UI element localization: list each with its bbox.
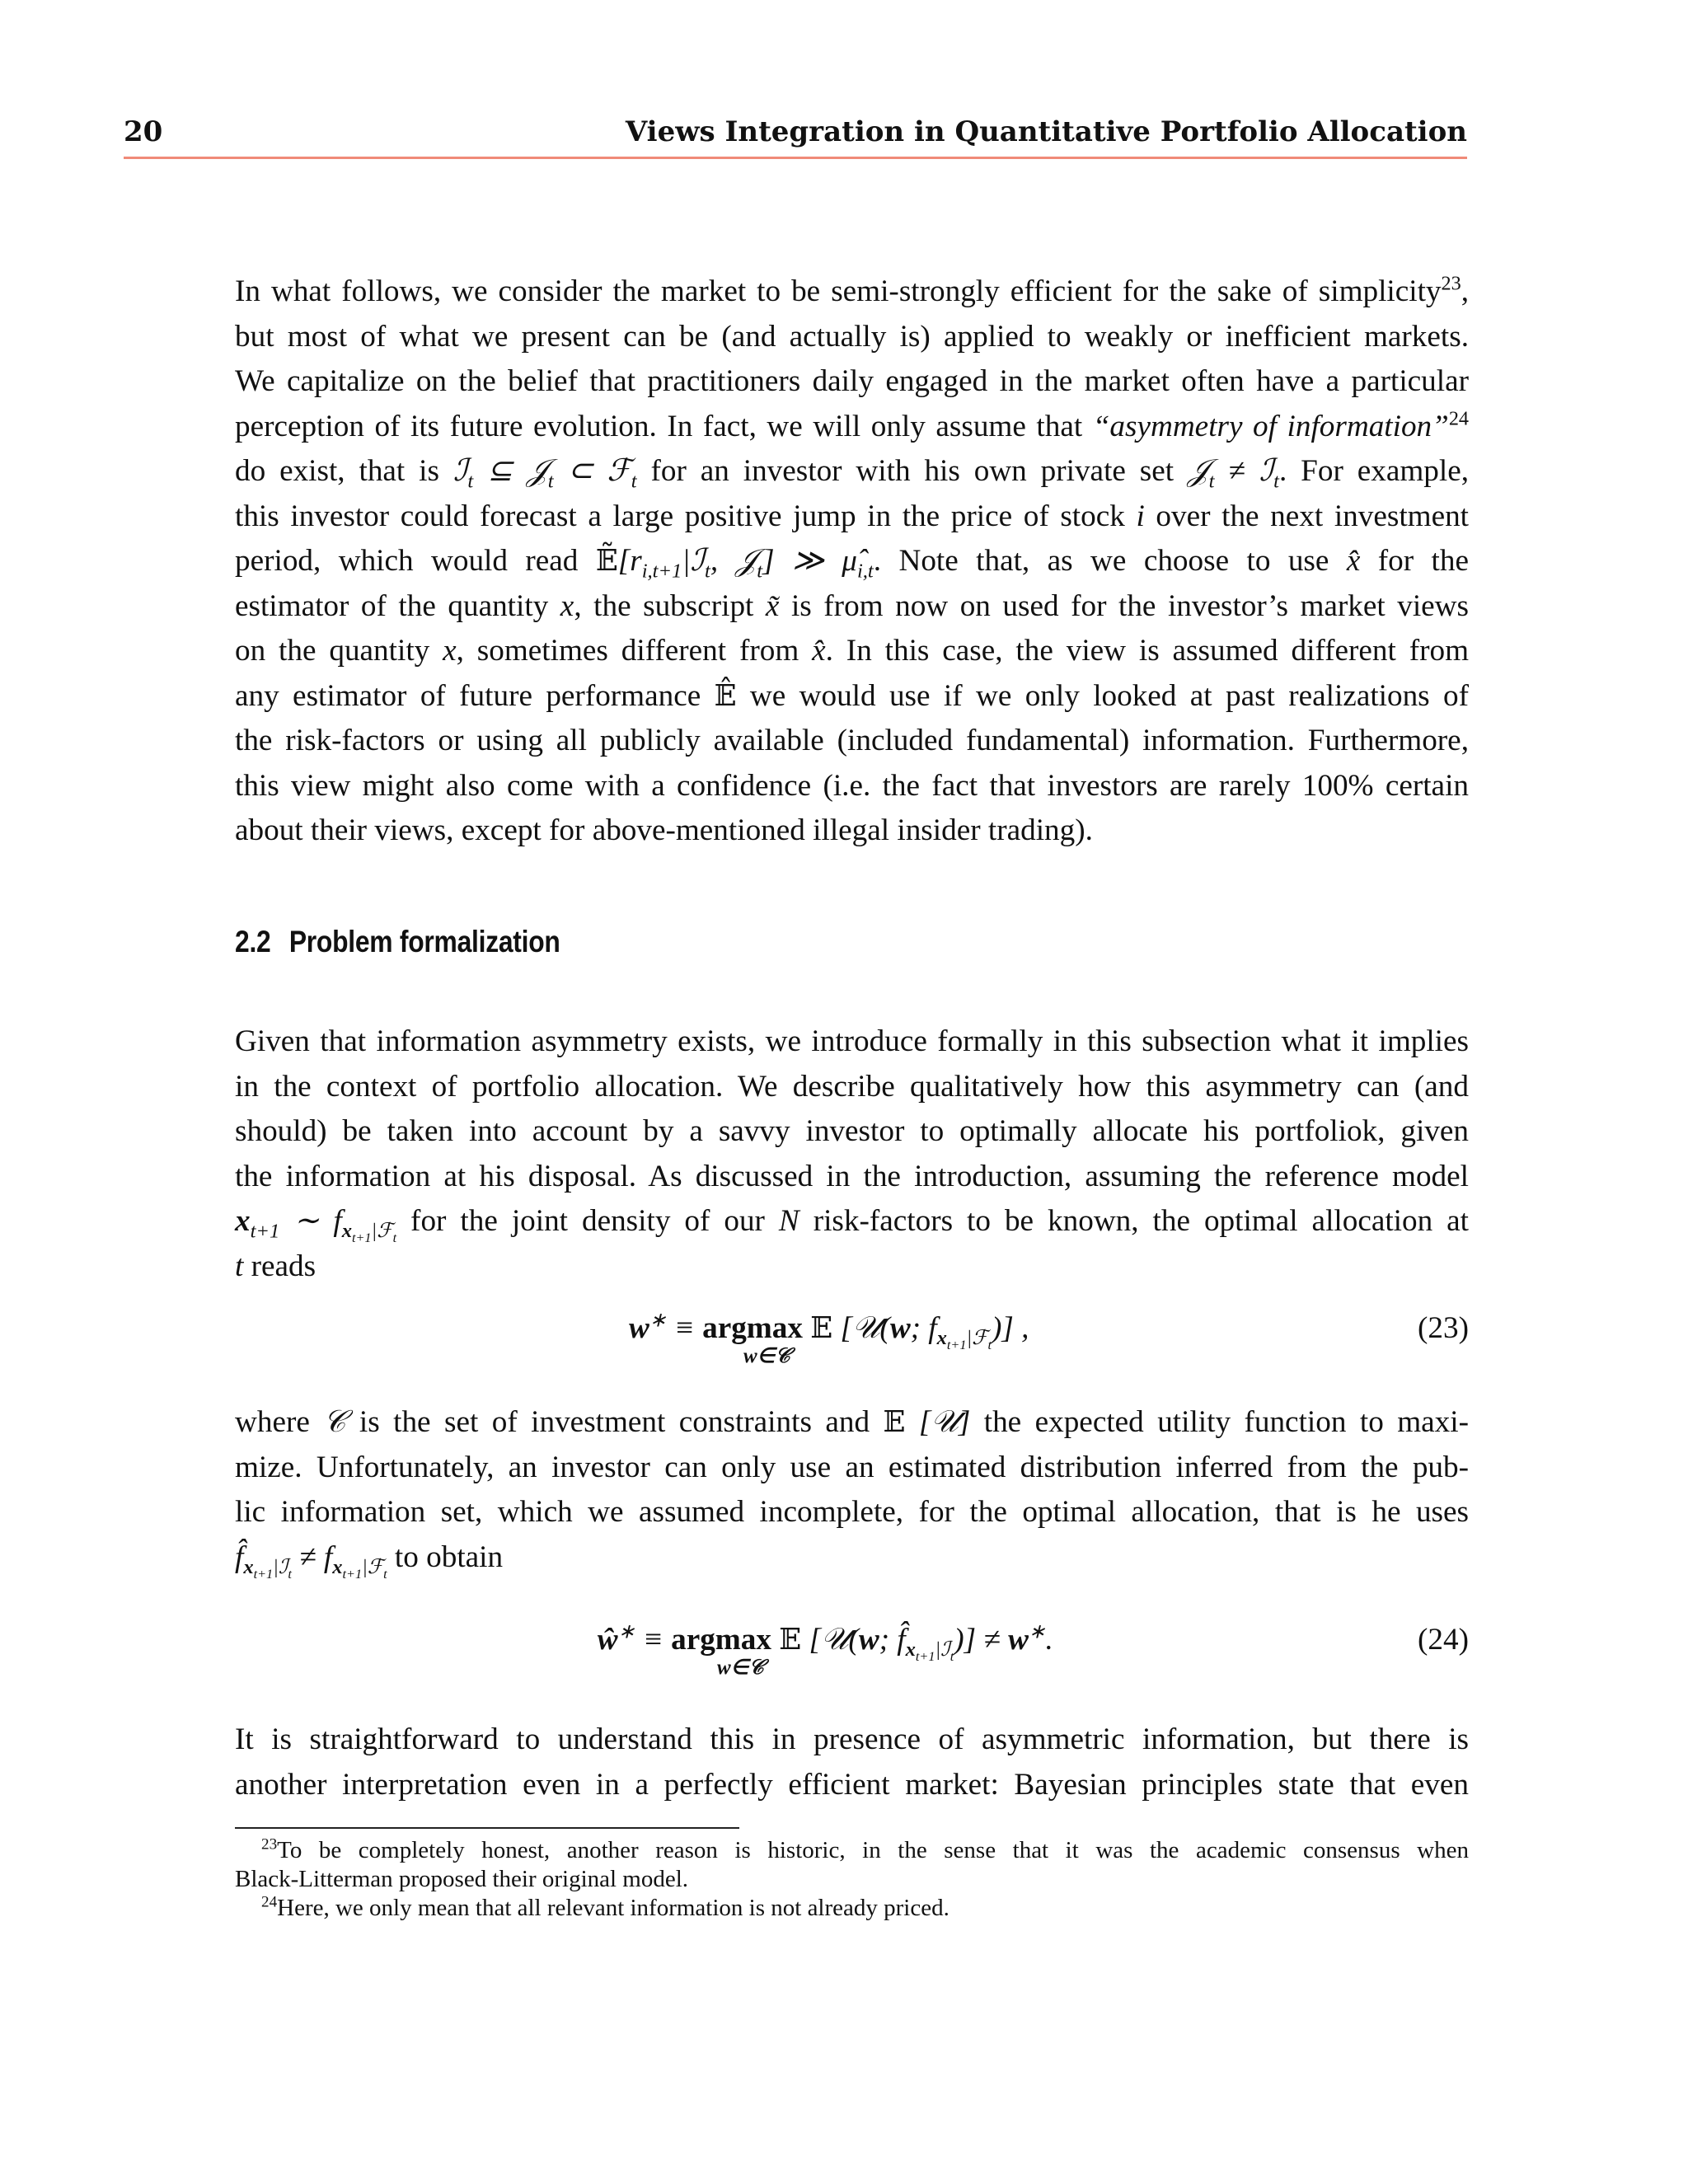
text-line: lic information set, which we assumed incomplete, for the optimal allocation, that is he uses [235, 1495, 1469, 1529]
text-line: We capitalize on the belief that practitioners daily engaged in the market often have a particular [235, 364, 1469, 398]
section-number: 2.2 [235, 925, 271, 958]
equation-number: (24) [1418, 1623, 1469, 1657]
math-inline: x [443, 634, 457, 668]
text-line: do exist, that is [235, 454, 453, 488]
math-inline: 𝒞 [323, 1405, 346, 1439]
text-line: , the subscript [574, 588, 766, 623]
paragraph-information-asymmetry [235, 269, 1469, 854]
footnote-24 [235, 1894, 1469, 1923]
footnote-mark: 23 [261, 1835, 278, 1854]
text-line: for the [1360, 544, 1469, 578]
text-line: but most of what we present can be (and actually is) applied to weakly or inefficient markets. [235, 319, 1469, 354]
running-title: Views Integration in Quantitative Portfolio Allocation [625, 115, 1467, 148]
text-line: is the set of investment constraints and [345, 1405, 884, 1439]
argmax-subscript: w∈𝒞 [717, 1657, 764, 1679]
text-line: reads [243, 1249, 316, 1283]
running-header [124, 115, 1467, 159]
footnote-text: To be completely honest, another reason is historic, in the sense that it was the academic consensus when [277, 1837, 1469, 1863]
math-inline: 𝔼 [𝒰] [883, 1405, 971, 1439]
text-line: . In this case, the view is assumed different from [825, 634, 1469, 668]
paragraph-bayesian [235, 1718, 1469, 1807]
text-line: , sometimes different from [456, 634, 813, 668]
footnotes [235, 1836, 1469, 1923]
text-line: this investor could forecast a large positive jump in the price of stock [235, 499, 1137, 533]
footnote-ref-23[interactable]: 23 [1441, 272, 1461, 295]
text-line: any estimator of future performance [235, 678, 715, 713]
quoted-term: “asymmetry of information” [1092, 409, 1449, 443]
math-inline: x̂ [812, 634, 826, 668]
math-inline: ℐ$_t$ ⊆ 𝒥$_t$ ⊂ ℱ$_t$ [452, 454, 637, 493]
text-line: period, which would read [235, 544, 596, 578]
text-line: the risk-factors or using all publicly available (included fundamental) information. Furthermore, [235, 724, 1469, 757]
text-line: in the context of portfolio allocation. We describe qualitatively how this asymmetry can (and [235, 1069, 1469, 1104]
equation-body: ŵ∗ ≡ argmax 𝔼 [𝒰(w; $f̂_{x_{t+1}|ℐ_t})] \ne w^∗$. [598, 1620, 1053, 1665]
argmax-operator: argmax [671, 1623, 771, 1657]
math-inline: $𝔼̃[r_{i,t+1}|ℐ_t$, 𝒥$_t$] ≫ $\mû_{i,t}$ [595, 544, 874, 583]
equation-number: (23) [1418, 1311, 1469, 1345]
text-line: about their views, except for above-mentioned illegal insider trading). [235, 813, 1093, 847]
text-line: to obtain [387, 1540, 504, 1574]
text-line: mize. Unfortunately, an investor can only use an estimated distribution inferred from the pub- [235, 1450, 1469, 1484]
math-inline: 𝒥$_t$ ≠ ℐ$_t$ [1188, 454, 1279, 493]
equation-24 [235, 1622, 1469, 1688]
text-line: risk-factors to be known, the optimal allocation at [799, 1204, 1470, 1238]
equation-body: w∗ ≡ argmax 𝔼 [𝒰(w; $f_{x_{t+1}|ℱ_t}$)] , [629, 1309, 1029, 1353]
text-line: . Note that, as we choose to use [873, 544, 1347, 578]
argmax-subscript: w∈𝒞 [743, 1345, 790, 1367]
math-inline: $f̂_{x_{t+1}|ℐ_t} \ne f_{x_{t+1}|ℱ_t}$ [235, 1540, 387, 1582]
footnote-text: Here, we only mean that all relevant information is not already priced. [277, 1895, 950, 1921]
section-title: Problem formalization [288, 925, 560, 958]
footnote-23 [235, 1836, 1469, 1894]
math-inline: i [1136, 499, 1145, 533]
argmax-operator: argmax [702, 1311, 803, 1345]
text-line: we would use if we only looked at past realizations of [736, 678, 1469, 713]
page-number: 20 [124, 115, 163, 148]
text-line: , [1461, 274, 1469, 308]
section-heading [235, 925, 560, 959]
text-line: should) be taken into account by a savvy investor to optimally allocate his portfoliok, given [235, 1114, 1469, 1148]
text-line: It is straightforward to understand this in presence of asymmetric information, but there is [235, 1722, 1469, 1756]
math-inline: x [560, 588, 574, 623]
math-inline: N [778, 1204, 799, 1238]
math-inline: $x_{t+1}$ ∼ $f_{x_{t+1}|ℱ_t}$ [235, 1204, 397, 1246]
text-line: Given that information asymmetry exists, we introduce formally in this subsection what it implies [235, 1024, 1469, 1058]
text-line: another interpretation even in a perfectly efficient market: Bayesian principles state that even [235, 1767, 1469, 1802]
text-line: the expected utility function to maxi- [970, 1405, 1469, 1439]
math-inline: x̂ [1346, 544, 1361, 578]
footnote-mark: 24 [261, 1893, 278, 1911]
text-line: this view might also come with a confidence (i.e. the fact that investors are rarely 100% certain [235, 768, 1469, 803]
text-line: for an investor with his own private set [636, 454, 1188, 488]
footnote-ref-24[interactable]: 24 [1448, 407, 1469, 430]
text-line: perception of its future evolution. In fact, we will only assume that [235, 409, 1093, 443]
math-inline: x̃ [765, 588, 780, 623]
text-line: In what follows, we consider the market to be semi-strongly efficient for the sake of simplicity [235, 274, 1442, 308]
text-line: on the quantity [235, 634, 443, 668]
math-inline: 𝔼̂ [714, 678, 737, 713]
text-line: . For example, [1279, 454, 1469, 488]
footnote-rule [235, 1827, 739, 1829]
equation-23 [235, 1310, 1469, 1376]
text-line: estimator of the quantity [235, 588, 560, 623]
text-line: the information at his disposal. As discussed in the introduction, assuming the reference model [235, 1159, 1469, 1193]
paragraph-estimated-distribution [235, 1400, 1469, 1580]
footnote-text: Black-Litterman proposed their original model. [235, 1866, 689, 1892]
text-line: where [235, 1405, 324, 1439]
text-line: for the joint density of our [396, 1204, 779, 1238]
text-line: over the next investment [1144, 499, 1470, 533]
text-line: is from now on used for the investor’s market views [779, 588, 1470, 623]
math-inline: t [235, 1249, 244, 1283]
paragraph-problem-formalization [235, 1019, 1469, 1289]
